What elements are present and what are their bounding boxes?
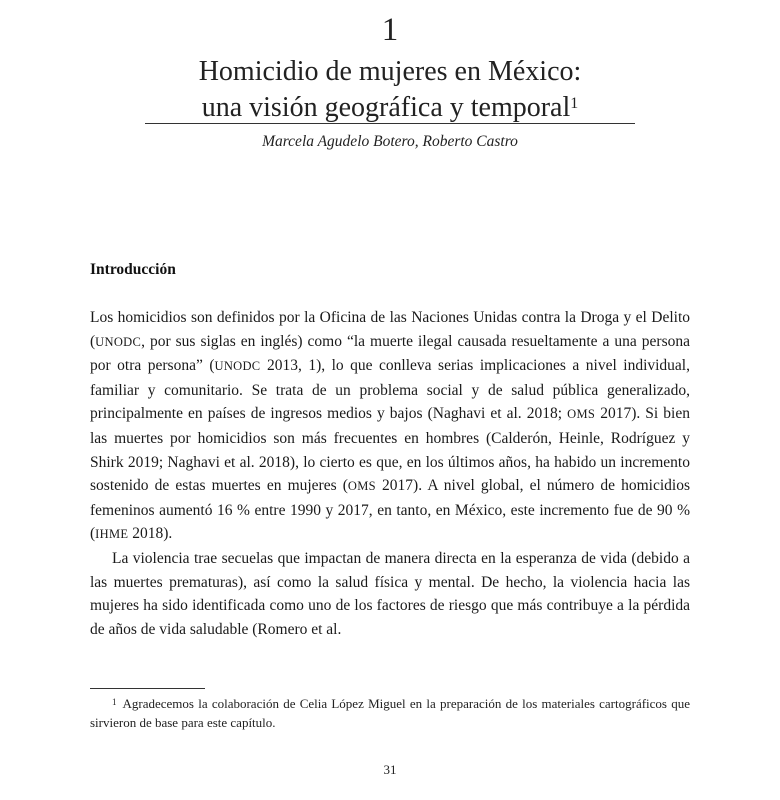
chapter-number: 1 [381, 12, 399, 48]
chapter-title-line1: Homicidio de mujeres en México: [198, 56, 582, 87]
footnote [90, 694, 690, 732]
paragraph-1: Los homicidios son definidos por la Oficina de las Naciones Unidas contra la Droga y el Delito (UNODC, por sus siglas en inglés) como “la muerte ilegal causada resueltamente a una persona por otra persona” (UNODC 2013, 1), lo que conlleva serias implicaciones a nivel individual, familiar y comunitario. Se trata de un problema social y de salud pública generalizado, principalmente en países de ingresos medios y bajos (Naghavi et al. 2018; OMS 2017). Si bien las muertes por homicidios son más frecuentes en hombres (Calderón, Heinle, Rodríguez y Shirk 2019; Naghavi et al. 2018), lo cierto es que, en los últimos años, ha habido un incremento sostenido de estas muertes en mujeres (OMS 2017). A nivel global, el número de homicidios femeninos aumentó 16 % entre 1990 y 2017, en tanto, en México, este incremento fue de 90 % (IHME 2018). [90, 309, 690, 543]
footnote-rule [90, 688, 205, 689]
footnote-mark: 1 [112, 697, 117, 707]
chapter-title-line2: una visión geográfica y temporal [201, 92, 571, 123]
chapter-authors: Marcela Agudelo Botero, Roberto Castro [262, 133, 518, 150]
paragraph-2: La violencia trae secuelas que impactan de manera directa en la esperanza de vida (debido a las muertes prematuras), así como la salud física y mental. De hecho, la violencia hacia las mujeres ha sido identificada como uno de los factores de riesgo que más contribuye a la pérdida de años de vida saludable (Romero et al. [90, 549, 690, 638]
title-rule [145, 123, 635, 124]
body-text [90, 306, 690, 641]
chapter-title [0, 54, 780, 126]
page-number: 31 [383, 762, 397, 777]
footnote-text: Agradecemos la colaboración de Celia López Miguel en la preparación de los materiales cartográficos que sirvieron de base para este capítulo. [90, 696, 690, 730]
section-heading: Introducción [90, 261, 176, 278]
chapter-title-footnote-ref: 1 [570, 95, 579, 112]
